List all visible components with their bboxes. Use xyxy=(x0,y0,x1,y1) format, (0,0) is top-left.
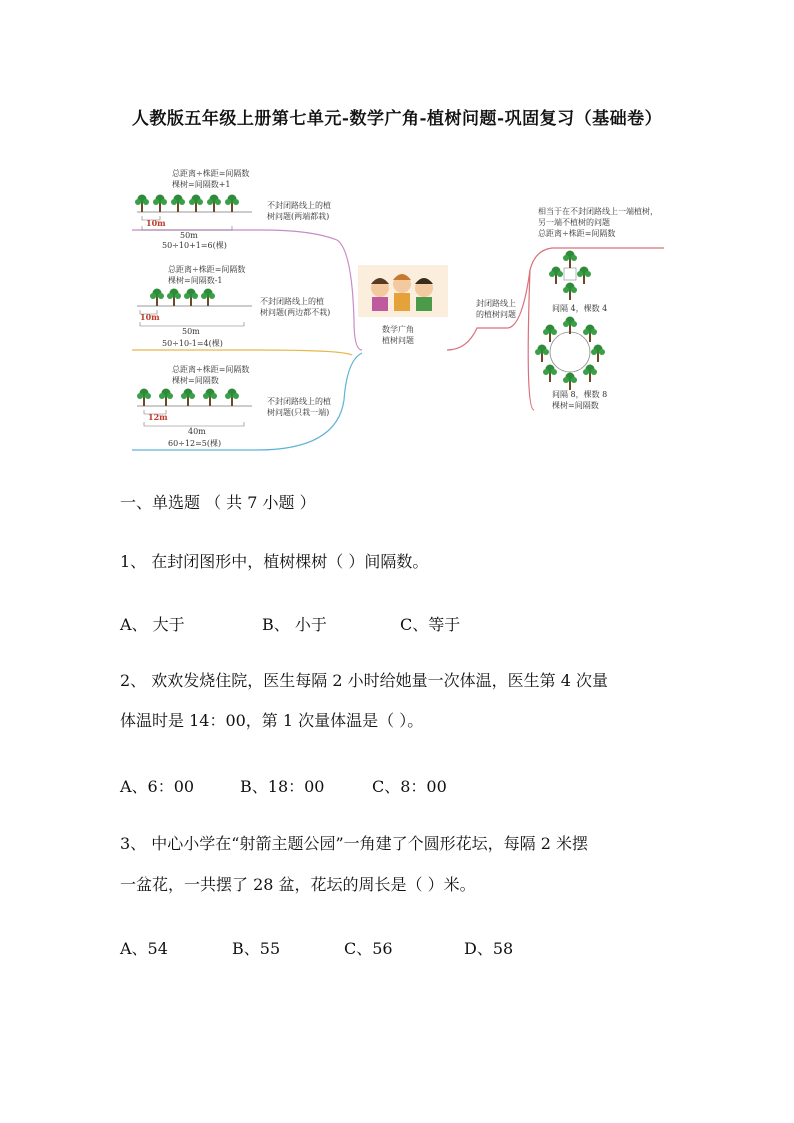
q3-option-d: D、58 xyxy=(464,939,514,958)
r-caption-3: 棵树=间隔数 xyxy=(552,401,599,410)
b2-total: 50m xyxy=(182,327,200,336)
page-title: 人教版五年级上册第七单元-数学广角-植树问题-巩固复习（基础卷） xyxy=(131,109,663,129)
q1-option-a: A、 大于 xyxy=(120,615,185,634)
b3-formula-2: 棵树=间隔数 xyxy=(172,376,219,385)
b3-formula-1: 总距离÷株距=间隔数 xyxy=(172,365,250,374)
section-heading: 一、单选题 （ 共 7 小题 ） xyxy=(120,493,316,512)
b3-total: 40m xyxy=(188,427,206,436)
b2-label-2: 树问题(两边都不栽) xyxy=(260,308,331,317)
b1-calc: 50÷10+1=6(棵) xyxy=(162,241,227,250)
r-note-3: 总距离÷株距=间隔数 xyxy=(538,229,616,238)
b1-formula-2: 棵树=间隔数+1 xyxy=(172,180,231,189)
b1-label-2: 树问题(两端都栽) xyxy=(267,212,330,221)
b3-calc: 60÷12=5(棵) xyxy=(168,439,222,448)
b3-segment: 12m xyxy=(148,412,168,422)
question-2-line-1: 2、 欢欢发烧住院，医生每隔 2 小时给她量一次体温，医生第 4 次量 xyxy=(120,671,608,690)
r-label-2: 的植树问题 xyxy=(476,310,516,319)
center-label-1: 数学广角 xyxy=(382,325,414,334)
question-1: 1、 在封闭图形中，植树棵树（ ）间隔数。 xyxy=(120,552,429,571)
b2-label-1: 不封闭路线上的植 xyxy=(260,297,324,306)
b3-label-1: 不封闭路线上的植 xyxy=(267,397,331,406)
r-note-2: 另一端不植树的问题 xyxy=(538,218,610,227)
b2-segment: 10m xyxy=(140,312,160,322)
b1-formula-1: 总距离÷株距=间隔数 xyxy=(172,169,250,178)
q2-option-b: B、18：00 xyxy=(240,777,325,796)
b2-formula-1: 总距离÷株距=间隔数 xyxy=(168,265,246,274)
b1-total: 50m xyxy=(180,231,198,240)
q1-option-c: C、等于 xyxy=(400,615,461,634)
center-label-2: 植树问题 xyxy=(382,336,414,345)
r-caption-2: 间隔 8，棵数 8 xyxy=(552,390,608,399)
q3-option-b: B、55 xyxy=(232,939,281,958)
b3-label-2: 树问题(只栽一端) xyxy=(267,408,330,417)
q3-option-a: A、54 xyxy=(120,939,168,958)
b2-calc: 50÷10-1=4(棵) xyxy=(162,339,223,348)
r-caption-1: 间隔 4，棵数 4 xyxy=(552,304,608,313)
q2-option-c: C、8：00 xyxy=(372,777,447,796)
question-2-line-2: 体温时是 14：00，第 1 次量体温是（ ）。 xyxy=(120,711,424,730)
b2-formula-2: 棵树=间隔数-1 xyxy=(168,276,223,285)
question-3-line-1: 3、 中心小学在“射箭主题公园”一角建了个圆形花坛，每隔 2 米摆 xyxy=(120,834,588,853)
question-3-line-2: 一盆花，一共摆了 28 盆，花坛的周长是（ ）米。 xyxy=(120,875,476,894)
q3-option-c: C、56 xyxy=(344,939,393,958)
b1-segment: 10m xyxy=(146,218,166,228)
q2-option-a: A、6：00 xyxy=(120,777,195,796)
r-label-1: 封闭路线上 xyxy=(476,299,516,308)
q1-option-b: B、 小于 xyxy=(262,615,327,634)
r-note-1: 相当于在不封闭路线上一端植树， xyxy=(538,207,658,216)
mind-map xyxy=(132,160,667,460)
b1-label-1: 不封闭路线上的植 xyxy=(267,201,331,210)
